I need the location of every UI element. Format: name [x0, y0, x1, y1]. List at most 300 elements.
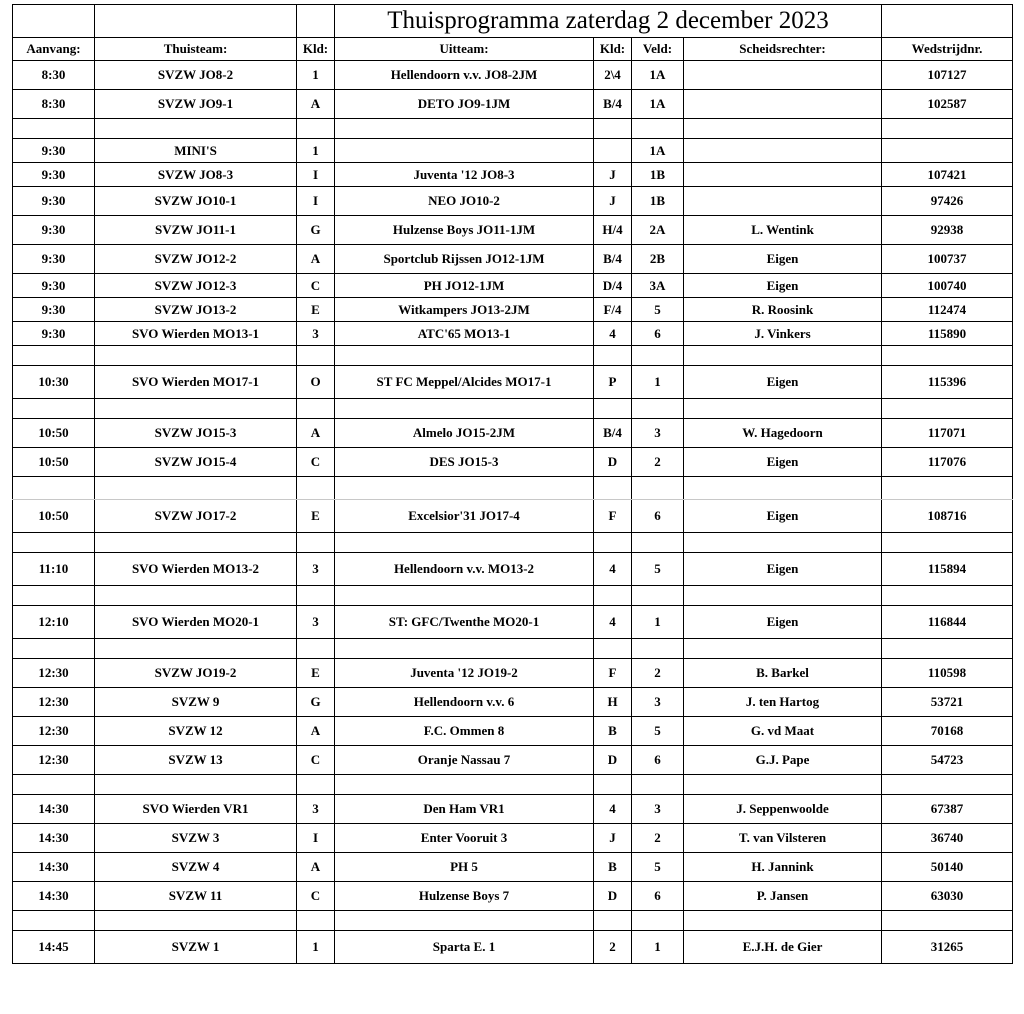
match-number-cell: 100740: [882, 274, 1013, 298]
spacer-cell: [335, 911, 594, 931]
referee-cell: W. Hagedoorn: [684, 419, 882, 448]
spacer-cell: [297, 346, 335, 366]
referee-cell: Eigen: [684, 366, 882, 399]
spacer-cell: [297, 399, 335, 419]
field-cell: 2B: [632, 245, 684, 274]
home-kit-cell: A: [297, 245, 335, 274]
referee-cell: [684, 139, 882, 163]
match-number-cell: 116844: [882, 606, 1013, 639]
spacer-cell: [335, 346, 594, 366]
spacer-cell: [95, 399, 297, 419]
start-time-cell: 14:30: [13, 824, 95, 853]
home-kit-cell: A: [297, 853, 335, 882]
away-kit-cell: B: [594, 717, 632, 746]
field-cell: 3: [632, 795, 684, 824]
home-team-cell: SVZW 3: [95, 824, 297, 853]
match-number-cell: 117076: [882, 448, 1013, 477]
spacer-cell: [297, 911, 335, 931]
referee-cell: Eigen: [684, 606, 882, 639]
referee-cell: J. ten Hartog: [684, 688, 882, 717]
start-time-cell: 10:30: [13, 366, 95, 399]
spacer-cell: [882, 477, 1013, 500]
match-row: [13, 61, 1013, 90]
referee-cell: Eigen: [684, 553, 882, 586]
title-blank-cell: [297, 5, 335, 38]
away-kit-cell: H: [594, 688, 632, 717]
match-number-cell: 31265: [882, 931, 1013, 964]
home-team-cell: SVZW JO8-2: [95, 61, 297, 90]
match-row: [13, 366, 1013, 399]
field-cell: 1: [632, 931, 684, 964]
spacer-cell: [594, 911, 632, 931]
referee-cell: P. Jansen: [684, 882, 882, 911]
schedule-table: [12, 4, 1013, 964]
referee-cell: Eigen: [684, 274, 882, 298]
away-kit-cell: 4: [594, 553, 632, 586]
home-kit-cell: I: [297, 187, 335, 216]
home-kit-cell: E: [297, 298, 335, 322]
spacer-cell: [297, 119, 335, 139]
home-kit-cell: A: [297, 90, 335, 119]
start-time-cell: 12:30: [13, 688, 95, 717]
match-number-cell: 92938: [882, 216, 1013, 245]
spacer-cell: [13, 119, 95, 139]
field-cell: 5: [632, 553, 684, 586]
away-team-cell: Witkampers JO13-2JM: [335, 298, 594, 322]
away-kit-cell: F: [594, 659, 632, 688]
title-blank-cell: [882, 5, 1013, 38]
away-kit-cell: 4: [594, 606, 632, 639]
match-number-cell: 110598: [882, 659, 1013, 688]
away-team-cell: Den Ham VR1: [335, 795, 594, 824]
spacer-cell: [335, 399, 594, 419]
match-row: [13, 500, 1013, 533]
away-team-cell: ATC'65 MO13-1: [335, 322, 594, 346]
referee-cell: T. van Vilsteren: [684, 824, 882, 853]
spacer-cell: [297, 533, 335, 553]
referee-cell: [684, 187, 882, 216]
spacer-cell: [594, 477, 632, 500]
referee-cell: J. Seppenwoolde: [684, 795, 882, 824]
spacer-row: [13, 119, 1013, 139]
home-kit-cell: O: [297, 366, 335, 399]
home-kit-cell: C: [297, 274, 335, 298]
home-team-cell: SVZW JO12-3: [95, 274, 297, 298]
away-team-cell: NEO JO10-2: [335, 187, 594, 216]
spacer-row: [13, 639, 1013, 659]
away-kit-cell: D: [594, 882, 632, 911]
away-kit-cell: F: [594, 500, 632, 533]
away-kit-cell: 4: [594, 795, 632, 824]
start-time-cell: 9:30: [13, 216, 95, 245]
home-team-cell: SVZW JO19-2: [95, 659, 297, 688]
home-kit-cell: 3: [297, 322, 335, 346]
referee-cell: [684, 61, 882, 90]
match-row: [13, 322, 1013, 346]
spacer-cell: [882, 639, 1013, 659]
home-team-cell: MINI'S: [95, 139, 297, 163]
header-scheidsrechter: Scheidsrechter:: [684, 38, 882, 61]
spacer-cell: [13, 399, 95, 419]
spacer-cell: [632, 775, 684, 795]
away-team-cell: ST: GFC/Twenthe MO20-1: [335, 606, 594, 639]
field-cell: 5: [632, 717, 684, 746]
away-kit-cell: B: [594, 853, 632, 882]
referee-cell: G.J. Pape: [684, 746, 882, 775]
match-number-cell: 50140: [882, 853, 1013, 882]
match-number-cell: 53721: [882, 688, 1013, 717]
referee-cell: R. Roosink: [684, 298, 882, 322]
referee-cell: G. vd Maat: [684, 717, 882, 746]
spacer-cell: [13, 586, 95, 606]
start-time-cell: 10:50: [13, 500, 95, 533]
spacer-cell: [95, 477, 297, 500]
match-number-cell: 115890: [882, 322, 1013, 346]
referee-cell: [684, 90, 882, 119]
spacer-cell: [684, 477, 882, 500]
field-cell: 1A: [632, 90, 684, 119]
away-team-cell: PH 5: [335, 853, 594, 882]
away-kit-cell: B/4: [594, 245, 632, 274]
schedule-body: [13, 5, 1013, 964]
match-row: [13, 746, 1013, 775]
match-number-cell: 115894: [882, 553, 1013, 586]
spacer-cell: [594, 119, 632, 139]
match-number-cell: 67387: [882, 795, 1013, 824]
spacer-cell: [594, 775, 632, 795]
spacer-cell: [95, 639, 297, 659]
home-kit-cell: C: [297, 448, 335, 477]
home-team-cell: SVZW 4: [95, 853, 297, 882]
start-time-cell: 12:30: [13, 659, 95, 688]
start-time-cell: 8:30: [13, 61, 95, 90]
away-kit-cell: D/4: [594, 274, 632, 298]
match-number-cell: 107421: [882, 163, 1013, 187]
spacer-cell: [684, 399, 882, 419]
home-kit-cell: 3: [297, 553, 335, 586]
match-row: [13, 187, 1013, 216]
away-team-cell: F.C. Ommen 8: [335, 717, 594, 746]
match-number-cell: 36740: [882, 824, 1013, 853]
spacer-cell: [882, 586, 1013, 606]
field-cell: 1B: [632, 163, 684, 187]
start-time-cell: 9:30: [13, 322, 95, 346]
spacer-cell: [684, 775, 882, 795]
home-team-cell: SVZW JO10-1: [95, 187, 297, 216]
home-team-cell: SVO Wierden MO13-2: [95, 553, 297, 586]
away-kit-cell: D: [594, 448, 632, 477]
away-kit-cell: B/4: [594, 90, 632, 119]
away-team-cell: DES JO15-3: [335, 448, 594, 477]
home-kit-cell: 1: [297, 61, 335, 90]
home-team-cell: SVO Wierden VR1: [95, 795, 297, 824]
title-blank-cell: [95, 5, 297, 38]
spacer-cell: [684, 346, 882, 366]
header-row: [13, 38, 1013, 61]
home-team-cell: SVZW 12: [95, 717, 297, 746]
field-cell: 5: [632, 298, 684, 322]
field-cell: 6: [632, 882, 684, 911]
away-kit-cell: P: [594, 366, 632, 399]
away-kit-cell: [594, 139, 632, 163]
header-thuisteam: Thuisteam:: [95, 38, 297, 61]
spacer-cell: [95, 775, 297, 795]
field-cell: 1: [632, 366, 684, 399]
home-team-cell: SVZW JO15-3: [95, 419, 297, 448]
spacer-cell: [882, 911, 1013, 931]
home-kit-cell: I: [297, 824, 335, 853]
away-team-cell: Oranje Nassau 7: [335, 746, 594, 775]
header-veld: Veld:: [632, 38, 684, 61]
field-cell: 3: [632, 419, 684, 448]
match-number-cell: 63030: [882, 882, 1013, 911]
spacer-row: [13, 586, 1013, 606]
start-time-cell: 9:30: [13, 245, 95, 274]
start-time-cell: 12:30: [13, 746, 95, 775]
start-time-cell: 9:30: [13, 274, 95, 298]
referee-cell: B. Barkel: [684, 659, 882, 688]
field-cell: 1A: [632, 139, 684, 163]
spacer-cell: [95, 119, 297, 139]
match-row: [13, 139, 1013, 163]
spacer-cell: [632, 119, 684, 139]
spacer-cell: [594, 346, 632, 366]
spacer-row: [13, 775, 1013, 795]
referee-cell: Eigen: [684, 500, 882, 533]
spacer-cell: [297, 775, 335, 795]
start-time-cell: 10:50: [13, 419, 95, 448]
match-row: [13, 853, 1013, 882]
spacer-cell: [632, 346, 684, 366]
field-cell: 1A: [632, 61, 684, 90]
referee-cell: [684, 163, 882, 187]
match-row: [13, 216, 1013, 245]
spacer-row: [13, 346, 1013, 366]
spacer-cell: [594, 639, 632, 659]
header-uitteam: Uitteam:: [335, 38, 594, 61]
away-team-cell: DETO JO9-1JM: [335, 90, 594, 119]
away-team-cell: Hellendoorn v.v. MO13-2: [335, 553, 594, 586]
spacer-cell: [95, 911, 297, 931]
away-team-cell: Excelsior'31 JO17-4: [335, 500, 594, 533]
header-kld-away: Kld:: [594, 38, 632, 61]
match-number-cell: 107127: [882, 61, 1013, 90]
away-team-cell: Enter Vooruit 3: [335, 824, 594, 853]
home-kit-cell: 1: [297, 139, 335, 163]
home-team-cell: SVZW JO11-1: [95, 216, 297, 245]
field-cell: 6: [632, 500, 684, 533]
away-kit-cell: 4: [594, 322, 632, 346]
referee-cell: H. Jannink: [684, 853, 882, 882]
start-time-cell: 14:45: [13, 931, 95, 964]
referee-cell: L. Wentink: [684, 216, 882, 245]
page-title: Thuisprogramma zaterdag 2 december 2023: [335, 5, 882, 38]
away-team-cell: Hellendoorn v.v. JO8-2JM: [335, 61, 594, 90]
spacer-cell: [297, 586, 335, 606]
away-kit-cell: B/4: [594, 419, 632, 448]
start-time-cell: 12:30: [13, 717, 95, 746]
spacer-cell: [335, 477, 594, 500]
spacer-cell: [95, 586, 297, 606]
match-row: [13, 688, 1013, 717]
away-team-cell: Hulzense Boys 7: [335, 882, 594, 911]
field-cell: 2: [632, 448, 684, 477]
spacer-cell: [684, 533, 882, 553]
away-kit-cell: J: [594, 187, 632, 216]
spacer-row: [13, 477, 1013, 500]
spacer-cell: [335, 775, 594, 795]
spacer-cell: [882, 533, 1013, 553]
spacer-cell: [13, 346, 95, 366]
spacer-cell: [632, 533, 684, 553]
spacer-cell: [594, 586, 632, 606]
match-row: [13, 553, 1013, 586]
match-row: [13, 931, 1013, 964]
field-cell: 2A: [632, 216, 684, 245]
start-time-cell: 9:30: [13, 187, 95, 216]
home-team-cell: SVZW JO15-4: [95, 448, 297, 477]
away-kit-cell: 2\4: [594, 61, 632, 90]
title-row: [13, 5, 1013, 38]
away-kit-cell: F/4: [594, 298, 632, 322]
spacer-cell: [594, 533, 632, 553]
home-team-cell: SVO Wierden MO20-1: [95, 606, 297, 639]
match-number-cell: 117071: [882, 419, 1013, 448]
start-time-cell: 12:10: [13, 606, 95, 639]
home-kit-cell: 3: [297, 606, 335, 639]
field-cell: 1B: [632, 187, 684, 216]
match-number-cell: 108716: [882, 500, 1013, 533]
field-cell: 6: [632, 322, 684, 346]
spacer-cell: [632, 639, 684, 659]
field-cell: 2: [632, 824, 684, 853]
spacer-row: [13, 399, 1013, 419]
match-number-cell: 115396: [882, 366, 1013, 399]
home-kit-cell: A: [297, 419, 335, 448]
home-team-cell: SVZW JO9-1: [95, 90, 297, 119]
spacer-cell: [882, 399, 1013, 419]
home-kit-cell: G: [297, 216, 335, 245]
away-team-cell: Sportclub Rijssen JO12-1JM: [335, 245, 594, 274]
spacer-cell: [684, 639, 882, 659]
match-row: [13, 659, 1013, 688]
field-cell: 6: [632, 746, 684, 775]
match-row: [13, 606, 1013, 639]
referee-cell: E.J.H. de Gier: [684, 931, 882, 964]
field-cell: 5: [632, 853, 684, 882]
spacer-cell: [684, 119, 882, 139]
match-number-cell: 54723: [882, 746, 1013, 775]
spacer-cell: [882, 346, 1013, 366]
spacer-cell: [684, 586, 882, 606]
spacer-cell: [335, 586, 594, 606]
spacer-cell: [297, 639, 335, 659]
home-team-cell: SVO Wierden MO13-1: [95, 322, 297, 346]
away-team-cell: [335, 139, 594, 163]
home-kit-cell: I: [297, 163, 335, 187]
spacer-row: [13, 533, 1013, 553]
home-team-cell: SVZW 13: [95, 746, 297, 775]
match-row: [13, 298, 1013, 322]
home-kit-cell: 3: [297, 795, 335, 824]
spacer-cell: [13, 477, 95, 500]
spacer-cell: [13, 533, 95, 553]
away-team-cell: Almelo JO15-2JM: [335, 419, 594, 448]
home-team-cell: SVO Wierden MO17-1: [95, 366, 297, 399]
match-row: [13, 90, 1013, 119]
away-team-cell: PH JO12-1JM: [335, 274, 594, 298]
away-team-cell: Juventa '12 JO8-3: [335, 163, 594, 187]
start-time-cell: 8:30: [13, 90, 95, 119]
header-wedstrijdnr: Wedstrijdnr.: [882, 38, 1013, 61]
away-team-cell: ST FC Meppel/Alcides MO17-1: [335, 366, 594, 399]
away-team-cell: Hellendoorn v.v. 6: [335, 688, 594, 717]
start-time-cell: 14:30: [13, 853, 95, 882]
home-kit-cell: C: [297, 746, 335, 775]
home-kit-cell: E: [297, 659, 335, 688]
home-kit-cell: G: [297, 688, 335, 717]
spacer-cell: [594, 399, 632, 419]
match-row: [13, 245, 1013, 274]
field-cell: 1: [632, 606, 684, 639]
match-row: [13, 795, 1013, 824]
start-time-cell: 9:30: [13, 298, 95, 322]
home-team-cell: SVZW JO17-2: [95, 500, 297, 533]
start-time-cell: 11:10: [13, 553, 95, 586]
match-number-cell: 102587: [882, 90, 1013, 119]
match-row: [13, 824, 1013, 853]
away-kit-cell: J: [594, 824, 632, 853]
home-kit-cell: 1: [297, 931, 335, 964]
field-cell: 3: [632, 688, 684, 717]
home-team-cell: SVZW JO8-3: [95, 163, 297, 187]
home-team-cell: SVZW 11: [95, 882, 297, 911]
start-time-cell: 10:50: [13, 448, 95, 477]
match-row: [13, 448, 1013, 477]
start-time-cell: 9:30: [13, 163, 95, 187]
home-team-cell: SVZW JO12-2: [95, 245, 297, 274]
away-kit-cell: J: [594, 163, 632, 187]
spacer-cell: [13, 639, 95, 659]
header-aanvang: Aanvang:: [13, 38, 95, 61]
away-team-cell: Juventa '12 JO19-2: [335, 659, 594, 688]
title-blank-cell: [13, 5, 95, 38]
field-cell: 3A: [632, 274, 684, 298]
match-number-cell: 97426: [882, 187, 1013, 216]
start-time-cell: 9:30: [13, 139, 95, 163]
spacer-cell: [13, 775, 95, 795]
match-row: [13, 274, 1013, 298]
start-time-cell: 14:30: [13, 882, 95, 911]
home-kit-cell: E: [297, 500, 335, 533]
spacer-cell: [335, 639, 594, 659]
away-kit-cell: H/4: [594, 216, 632, 245]
referee-cell: Eigen: [684, 448, 882, 477]
home-team-cell: SVZW 1: [95, 931, 297, 964]
match-row: [13, 882, 1013, 911]
away-kit-cell: 2: [594, 931, 632, 964]
spacer-cell: [335, 533, 594, 553]
spacer-cell: [632, 399, 684, 419]
match-row: [13, 419, 1013, 448]
match-number-cell: 112474: [882, 298, 1013, 322]
spacer-cell: [882, 119, 1013, 139]
match-row: [13, 163, 1013, 187]
match-number-cell: 70168: [882, 717, 1013, 746]
spacer-row: [13, 911, 1013, 931]
header-kld-home: Kld:: [297, 38, 335, 61]
home-team-cell: SVZW 9: [95, 688, 297, 717]
